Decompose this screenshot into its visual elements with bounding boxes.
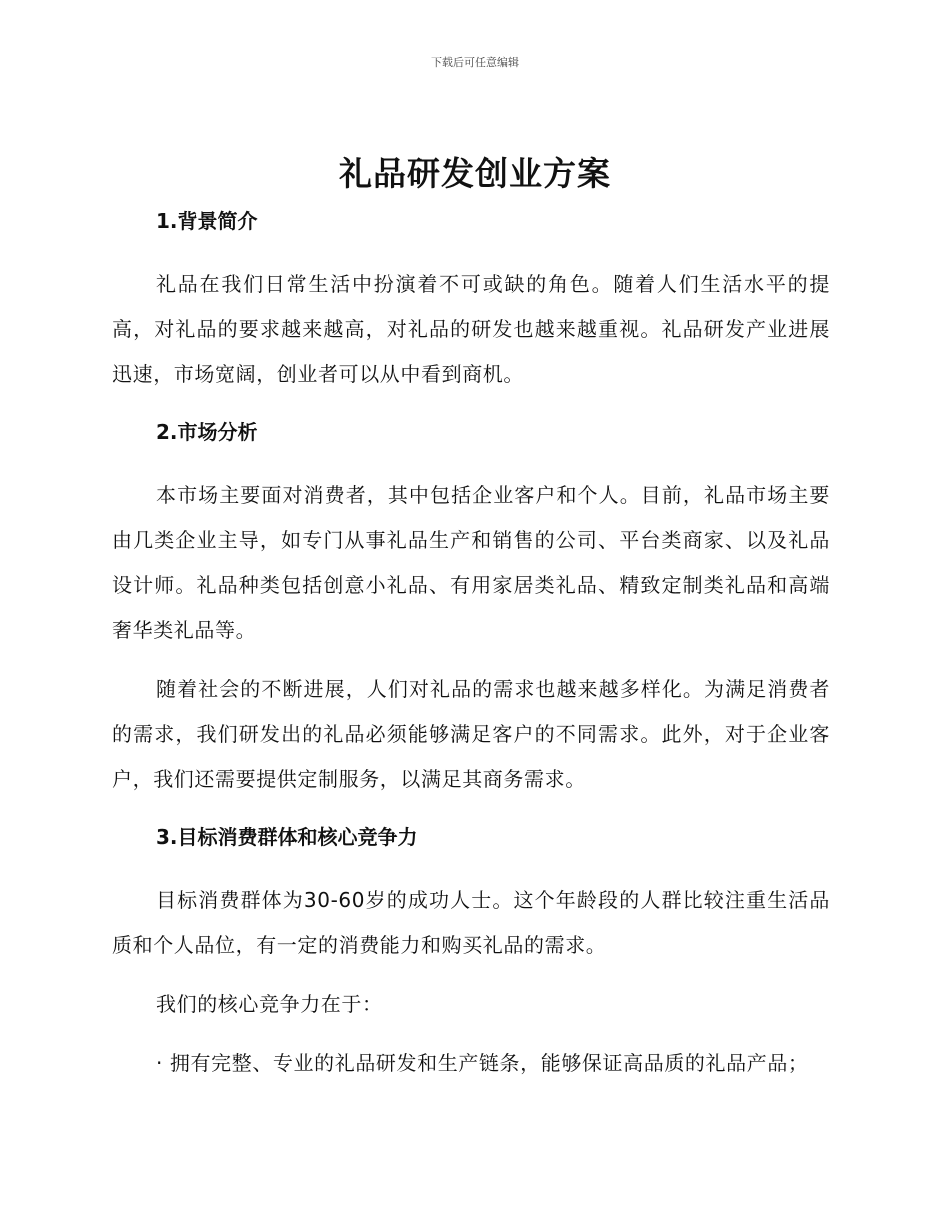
paragraph-market-demand: 随着社会的不断进展，人们对礼品的需求也越来越多样化。为满足消费者的需求，我们研发出的礼品必须能够满足客户的不同需求。此外，对于企业客户，我们还需要提供定制服务，以满足其商务需求。 — [112, 677, 830, 791]
paragraph-target-group: 目标消费群体为30-60岁的成功人士。这个年龄段的人群比较注重生活品质和个人品位，有一定的消费能力和购买礼品的需求。 — [112, 888, 830, 957]
section-heading-market-analysis: 2.市场分析 — [156, 420, 258, 444]
header-note: 下载后可任意编辑 — [431, 56, 519, 69]
paragraph-market-overview: 本市场主要面对消费者，其中包括企业客户和个人。目前，礼品市场主要由几类企业主导，如专门从事礼品生产和销售的公司、平台类商家、以及礼品设计师。礼品种类包括创意小礼品、有用家居类礼品、精致定制类礼品和高端奢华类礼品等。 — [112, 483, 830, 642]
document-body — [112, 206, 830, 1086]
section-heading-target-and-competitiveness: 3.目标消费群体和核心竞争力 — [156, 825, 418, 849]
paragraph-core-competitiveness-intro: 我们的核心竞争力在于： — [156, 992, 383, 1016]
section-heading-background: 1.背景简介 — [156, 209, 258, 233]
paragraph-background: 礼品在我们日常生活中扮演着不可或缺的角色。随着人们生活水平的提高，对礼品的要求越来越高，对礼品的研发也越来越重视。礼品研发产业进展迅速，市场宽阔，创业者可以从中看到商机。 — [112, 272, 830, 386]
document-title: 礼品研发创业方案 — [339, 154, 611, 193]
list-item-production-chain: · 拥有完整、专业的礼品研发和生产链条，能够保证高品质的礼品产品； — [156, 1051, 809, 1075]
